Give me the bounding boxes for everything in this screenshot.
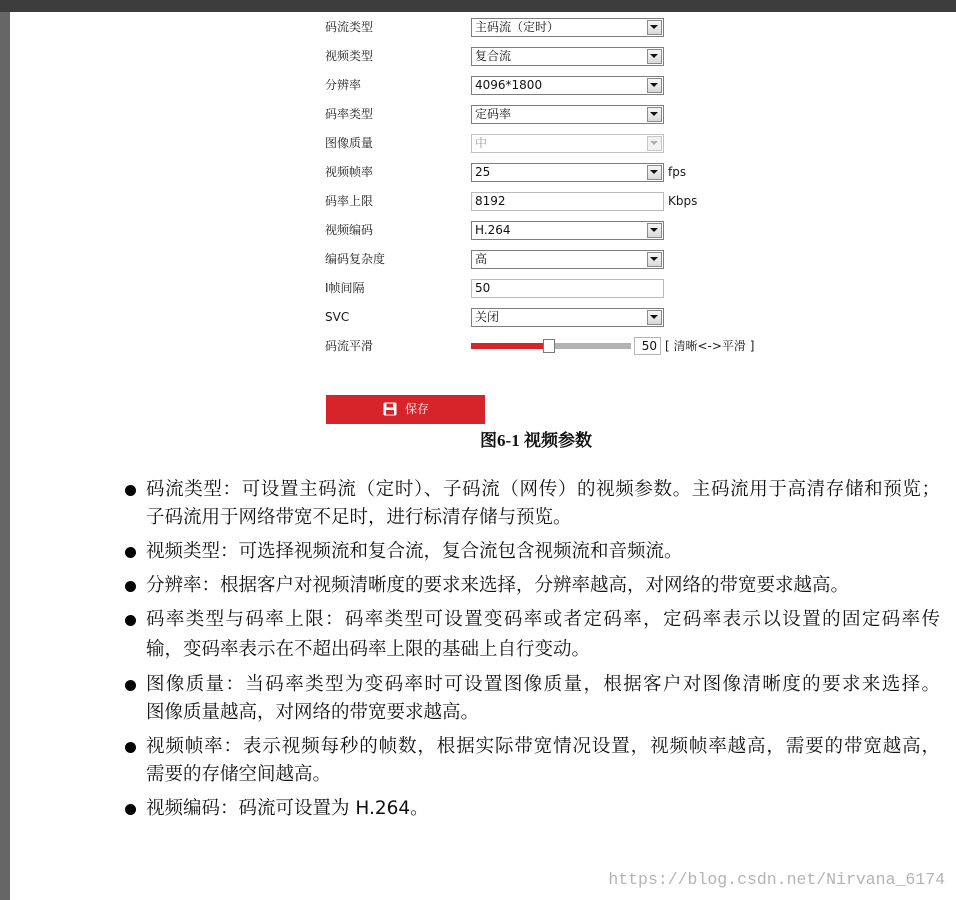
i-frame-interval-value: 50 [475, 281, 491, 295]
list-item-line: 码流类型：可设置主码流（定时）、子码流（网传）的视频参数。主码流用于高清存储和预览； [146, 479, 940, 500]
stream-type-select[interactable] [471, 18, 664, 37]
form-row-stream-smoothing [0, 336, 956, 356]
viewer-top-bar [0, 0, 956, 12]
chevron-down-icon[interactable] [647, 310, 662, 325]
svc-select[interactable] [471, 308, 664, 327]
i-frame-interval-label: I帧间隔 [325, 281, 365, 295]
form-row-frame-rate [0, 162, 956, 182]
form-row-video-encoding [0, 220, 956, 240]
stream-smoothing-slider[interactable] [471, 343, 631, 349]
max-bitrate-label: 码率上限 [325, 194, 374, 208]
image-quality-value: 中 [475, 136, 488, 150]
i-frame-interval-input[interactable] [471, 279, 664, 298]
resolution-select[interactable] [471, 76, 664, 95]
bullet-dot-icon [125, 804, 136, 815]
list-item-line: 分辨率：根据客户对视频清晰度的要求来选择，分辨率越高，对网络的带宽要求越高。 [146, 575, 850, 596]
bullet-dot-icon [125, 680, 136, 691]
save-button[interactable] [326, 395, 485, 424]
chevron-down-icon[interactable] [647, 107, 662, 122]
chevron-down-icon[interactable] [647, 165, 662, 180]
video-type-value: 复合流 [475, 49, 512, 63]
stream-type-label: 码流类型 [325, 20, 374, 34]
form-row-bitrate-type [0, 104, 956, 124]
bullet-dot-icon [125, 547, 136, 558]
slider-fill [471, 343, 549, 349]
list-item-line: 视频帧率：表示视频每秒的帧数，根据实际带宽情况设置，视频帧率越高，需要的带宽越高， [146, 736, 940, 757]
form-row-resolution [0, 75, 956, 95]
list-item-line: 子码流用于网络带宽不足时，进行标清存储与预览。 [146, 507, 572, 528]
bullet-dot-icon [125, 742, 136, 753]
chevron-down-icon[interactable] [647, 252, 662, 267]
list-item-line: 视频编码：码流可设置为 H.264。 [146, 798, 429, 819]
stream-smoothing-hint: [ 清晰<->平滑 ] [665, 339, 755, 353]
bullet-dot-icon [125, 615, 136, 626]
form-row-image-quality [0, 133, 956, 153]
form-row-encoding-complexity [0, 249, 956, 269]
bitrate-type-value: 定码率 [475, 107, 512, 121]
list-item-line: 输，变码率表示在不超出码率上限的基础上自行变动。 [146, 639, 591, 660]
chevron-down-icon[interactable] [647, 78, 662, 93]
video-encoding-value: H.264 [475, 223, 511, 237]
bullet-dot-icon [125, 581, 136, 592]
video-encoding-select[interactable] [471, 221, 664, 240]
video-encoding-label: 视频编码 [325, 223, 374, 237]
bitrate-type-select[interactable] [471, 105, 664, 124]
chevron-down-icon[interactable] [647, 223, 662, 238]
form-row-svc [0, 307, 956, 327]
figure-caption: 图6-1 视频参数 [480, 431, 592, 450]
list-item-line: 图像质量：当码率类型为变码率时可设置图像质量，根据客户对图像清晰度的要求来选择。 [146, 674, 940, 695]
stream-smoothing-value-input[interactable]: 50 [634, 337, 661, 355]
max-bitrate-input[interactable] [471, 192, 664, 211]
slider-handle[interactable] [543, 339, 555, 353]
save-icon [383, 402, 397, 416]
list-item-line: 码率类型与码率上限：码率类型可设置变码率或者定码率，定码率表示以设置的固定码率传 [146, 609, 940, 630]
chevron-down-icon[interactable] [647, 49, 662, 64]
video-type-label: 视频类型 [325, 49, 374, 63]
image-quality-select [471, 134, 664, 153]
image-quality-label: 图像质量 [325, 136, 374, 150]
form-row-video-type [0, 46, 956, 66]
frame-rate-label: 视频帧率 [325, 165, 374, 179]
bullet-dot-icon [125, 485, 136, 496]
resolution-label: 分辨率 [325, 78, 362, 92]
stream-smoothing-label: 码流平滑 [325, 339, 374, 353]
frame-rate-value: 25 [475, 165, 491, 179]
watermark: https://blog.csdn.net/Nirvana_6174 [608, 870, 945, 889]
encoding-complexity-value: 高 [475, 252, 488, 266]
list-item-line: 视频类型：可选择视频流和复合流，复合流包含视频流和音频流。 [146, 541, 683, 562]
list-item-line: 需要的存储空间越高。 [146, 764, 332, 785]
encoding-complexity-label: 编码复杂度 [325, 252, 386, 266]
chevron-down-icon [647, 136, 662, 151]
frame-rate-unit: fps [668, 165, 687, 179]
max-bitrate-unit: Kbps [668, 194, 698, 208]
form-row-i-frame-interval [0, 278, 956, 298]
video-type-select[interactable] [471, 47, 664, 66]
frame-rate-select[interactable] [471, 163, 664, 182]
form-row-max-bitrate [0, 191, 956, 211]
encoding-complexity-select[interactable] [471, 250, 664, 269]
save-button-label: 保存 [405, 402, 430, 416]
max-bitrate-value: 8192 [475, 194, 506, 208]
bitrate-type-label: 码率类型 [325, 107, 374, 121]
svc-value: 关闭 [475, 310, 500, 324]
chevron-down-icon[interactable] [647, 20, 662, 35]
resolution-value: 4096*1800 [475, 78, 543, 92]
svc-label: SVC [325, 310, 350, 324]
form-row-stream-type [0, 17, 956, 37]
stream-type-value: 主码流（定时） [475, 20, 560, 34]
list-item-line: 图像质量越高，对网络的带宽要求越高。 [146, 702, 480, 723]
